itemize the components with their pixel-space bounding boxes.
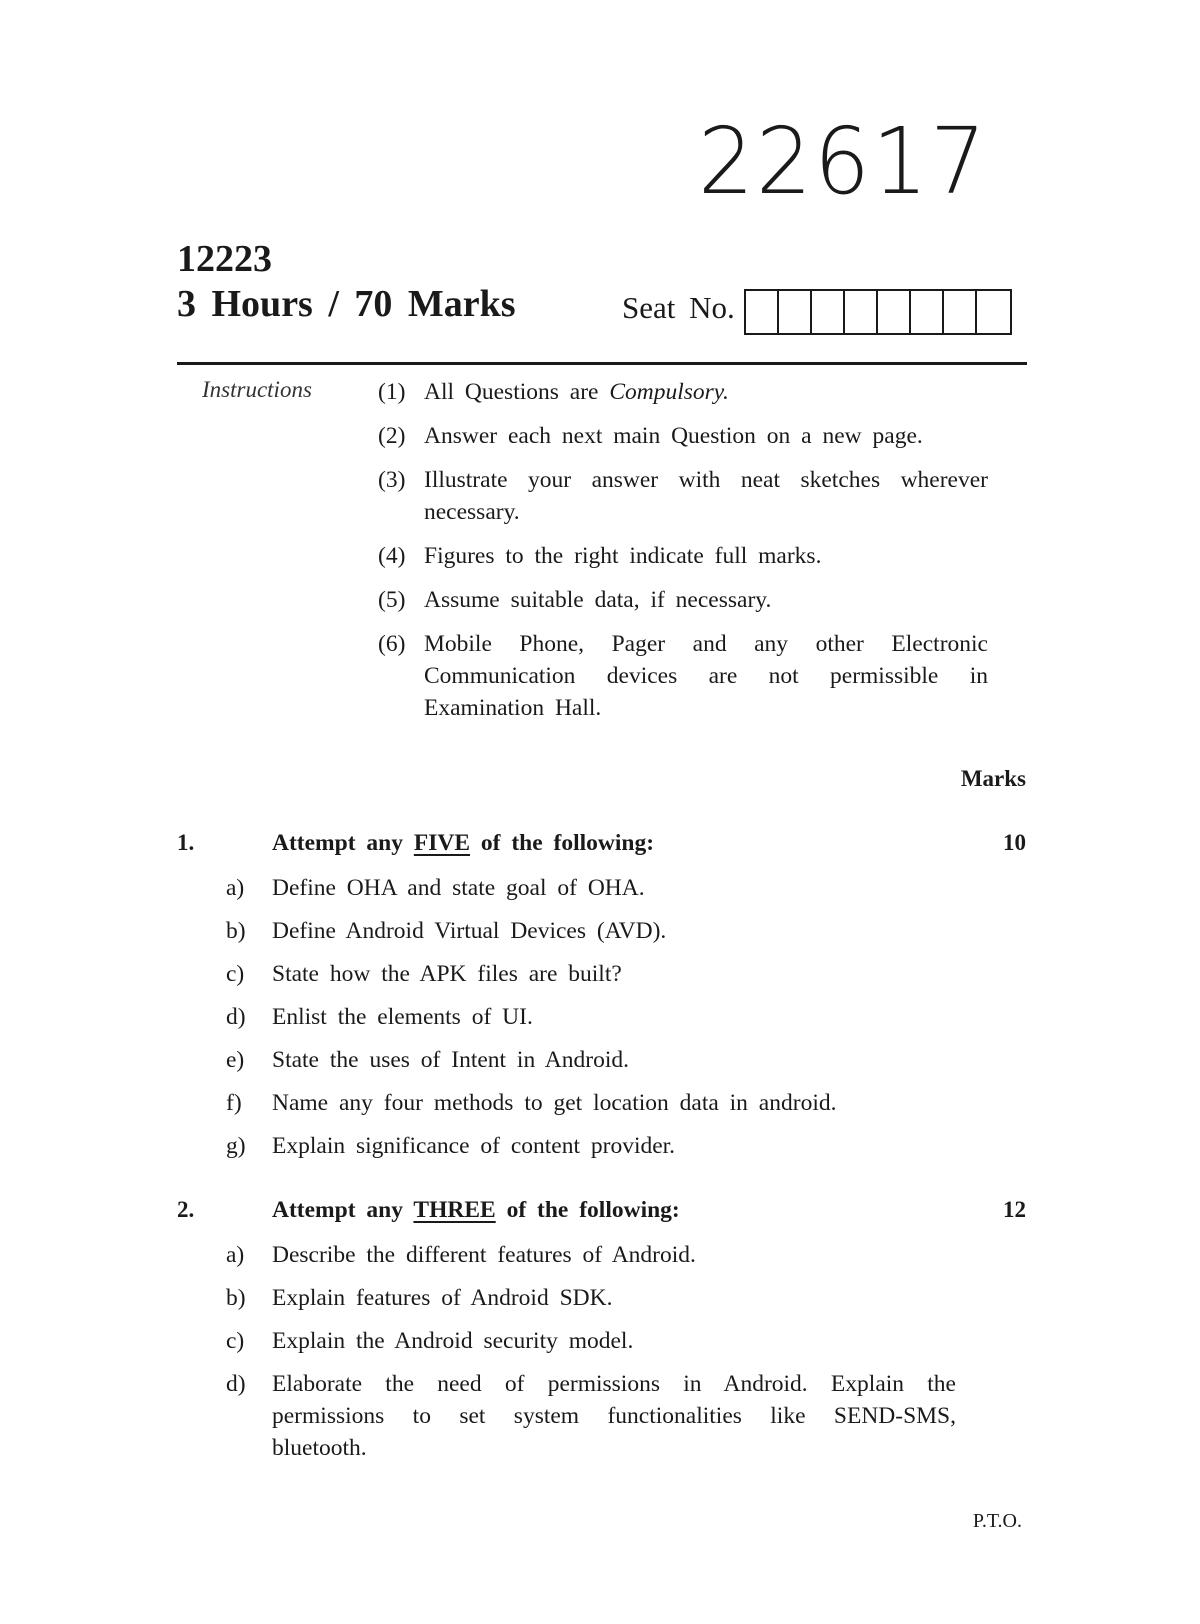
question-heading xyxy=(272,1197,680,1224)
instruction-item xyxy=(378,584,988,616)
instruction-text: Answer each next main Question on a new page. xyxy=(424,423,923,449)
instruction-text: Assume suitable data, if necessary. xyxy=(424,587,772,613)
sub-question xyxy=(226,872,956,904)
sub-question-text: Name any four methods to get location data in android. xyxy=(272,1090,837,1116)
instruction-item xyxy=(378,628,988,724)
sub-question-text: State the uses of Intent in Android. xyxy=(272,1047,629,1073)
question-heading-emphasis: FIVE xyxy=(413,830,470,856)
sub-question xyxy=(226,1001,956,1033)
sub-question-label: c) xyxy=(226,1328,245,1354)
sub-question-label: e) xyxy=(226,1047,245,1073)
instruction-text: Mobile Phone, Pager and any other Electronic Communication devices are not permissible in Examination Hall. xyxy=(424,631,988,721)
sub-question-text: Explain features of Android SDK. xyxy=(272,1285,613,1311)
sub-question xyxy=(226,915,956,947)
sub-question xyxy=(226,1282,956,1314)
sub-question-label: d) xyxy=(226,1004,246,1030)
instruction-item xyxy=(378,540,988,572)
question-heading xyxy=(272,830,654,857)
seat-box[interactable] xyxy=(878,291,911,333)
question-heading-post: of the following: xyxy=(470,830,655,856)
sub-question xyxy=(226,1368,956,1464)
sub-question xyxy=(226,1044,956,1076)
instruction-text: Figures to the right indicate full marks. xyxy=(424,543,822,569)
sub-question-text: Enlist the elements of UI. xyxy=(272,1004,533,1030)
seat-box[interactable] xyxy=(845,291,878,333)
sub-question xyxy=(226,1130,956,1162)
question-number: 2. xyxy=(177,1197,195,1222)
sub-question-text: Define OHA and state goal of OHA. xyxy=(272,875,645,901)
duration-marks: 3 Hours / 70 Marks xyxy=(177,283,516,325)
seat-box[interactable] xyxy=(944,291,977,333)
sub-question-label: a) xyxy=(226,875,245,901)
sub-question xyxy=(226,1087,956,1119)
seat-box[interactable] xyxy=(779,291,812,333)
sub-question-label: d) xyxy=(226,1371,246,1397)
sub-question-text: Elaborate the need of permissions in Android. Explain the permissions to set system functionalities like SEND-SMS, bluetooth. xyxy=(272,1371,956,1461)
seat-box[interactable] xyxy=(812,291,845,333)
seat-box[interactable] xyxy=(911,291,944,333)
instruction-emphasis: Compulsory. xyxy=(609,379,729,405)
question-marks: 10 xyxy=(1003,830,1026,855)
instruction-number: (3) xyxy=(378,467,406,493)
instruction-item xyxy=(378,376,988,408)
sub-question-text: Describe the different features of Android. xyxy=(272,1242,696,1268)
seat-box[interactable] xyxy=(977,291,1010,333)
instruction-number: (5) xyxy=(378,587,406,613)
sub-question-text: Explain the Android security model. xyxy=(272,1328,634,1354)
question-heading-post: of the following: xyxy=(495,1197,680,1223)
instruction-number: (2) xyxy=(378,423,406,449)
instruction-text: Illustrate your answer with neat sketches wherever necessary. xyxy=(424,467,988,525)
sub-question-text: Explain significance of content provider. xyxy=(272,1133,676,1159)
instruction-item xyxy=(378,464,988,528)
sub-question xyxy=(226,1239,956,1271)
marks-column-heading: Marks xyxy=(960,766,1026,791)
question-marks: 12 xyxy=(1003,1197,1026,1222)
please-turn-over: P.T.O. xyxy=(972,1510,1022,1532)
instructions-label: Instructions xyxy=(202,377,312,402)
sub-question-text: State how the APK files are built? xyxy=(272,961,622,987)
sub-question-label: g) xyxy=(226,1133,246,1159)
sub-question-label: a) xyxy=(226,1242,245,1268)
question-heading-pre: Attempt any xyxy=(272,1197,414,1223)
instruction-number: (6) xyxy=(378,631,406,657)
sub-question-text: Define Android Virtual Devices (AVD). xyxy=(272,918,667,944)
paper-id: 12223 xyxy=(177,238,272,280)
sub-question-label: c) xyxy=(226,961,245,987)
header-divider xyxy=(177,362,1027,365)
question-number: 1. xyxy=(177,830,195,855)
sub-question-label: b) xyxy=(226,918,246,944)
sub-question-label: b) xyxy=(226,1285,246,1311)
question-heading-emphasis: THREE xyxy=(413,1197,496,1223)
seat-number-label: Seat No. xyxy=(622,290,735,325)
question-heading-pre: Attempt any xyxy=(272,830,414,856)
sub-question-label: f) xyxy=(226,1090,242,1116)
paper-code: 22617 xyxy=(698,107,988,216)
seat-box[interactable] xyxy=(746,291,779,333)
instruction-number: (4) xyxy=(378,543,406,569)
seat-number-boxes[interactable] xyxy=(744,289,1012,335)
instruction-text: All Questions are xyxy=(424,379,610,405)
instruction-number: (1) xyxy=(378,379,406,405)
sub-question xyxy=(226,1325,956,1357)
instruction-item xyxy=(378,420,988,452)
sub-question xyxy=(226,958,956,990)
